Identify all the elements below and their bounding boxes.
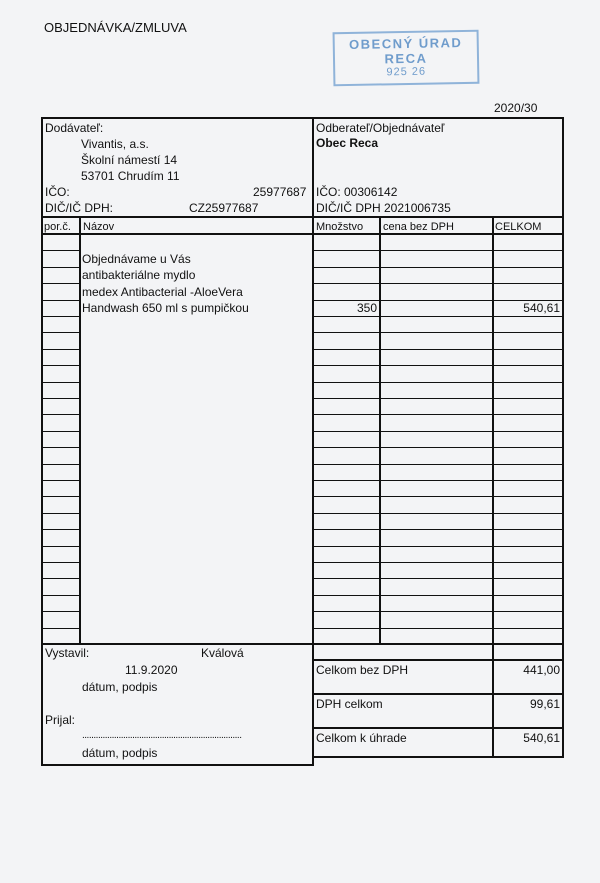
total-net-value: 441,00 bbox=[523, 663, 560, 677]
supplier-street: Školní námestí 14 bbox=[81, 153, 178, 167]
row-line-no bbox=[41, 283, 81, 284]
total-due-value: 540,61 bbox=[523, 731, 560, 745]
total-due-label: Celkom k úhrade bbox=[316, 731, 407, 745]
row-line-values bbox=[312, 578, 564, 579]
supplier-city: 53701 Chrudím 11 bbox=[81, 169, 180, 183]
issued-sign-label: dátum, podpis bbox=[82, 680, 158, 694]
stamp-line2: RECA bbox=[384, 50, 428, 67]
row-line-no bbox=[41, 628, 81, 629]
header-left-border bbox=[41, 117, 43, 217]
row-line-values bbox=[312, 611, 564, 612]
row-line-no bbox=[41, 562, 81, 563]
total-vat-label: DPH celkom bbox=[316, 697, 383, 711]
customer-dic: DIČ/IČ DPH 2021006735 bbox=[316, 201, 451, 215]
customer-name: Obec Reca bbox=[316, 136, 379, 150]
row-line-no bbox=[41, 513, 81, 514]
supplier-dic-label: DIČ/IČ DPH: bbox=[45, 201, 114, 215]
row-line-values bbox=[312, 628, 564, 629]
row-line-values bbox=[312, 300, 564, 301]
row-line-values bbox=[312, 513, 564, 514]
totals-row-line-1 bbox=[312, 693, 564, 695]
row-line-values bbox=[312, 267, 564, 268]
row-line-no bbox=[41, 382, 81, 383]
col-header-total: CELKOM bbox=[495, 221, 542, 233]
row-line-values bbox=[312, 562, 564, 563]
row-line-values bbox=[312, 496, 564, 497]
row-line-no bbox=[41, 414, 81, 415]
row-line-no bbox=[41, 578, 81, 579]
row-line-no bbox=[41, 464, 81, 465]
totals-top-border bbox=[312, 659, 564, 661]
row-line-no bbox=[41, 365, 81, 366]
row-line-values bbox=[312, 349, 564, 350]
footer-bottom-border bbox=[41, 764, 314, 766]
row-line-values bbox=[312, 316, 564, 317]
row-line-no bbox=[41, 595, 81, 596]
col-header-underline bbox=[41, 233, 563, 235]
item-line-4: Handwash 650 ml s pumpičkou bbox=[82, 301, 249, 315]
issued-by: Kválová bbox=[201, 646, 244, 660]
row-line-values bbox=[312, 365, 564, 366]
header-mid-divider bbox=[312, 117, 314, 217]
col-header-no: por.č. bbox=[44, 221, 71, 233]
row-line-values bbox=[312, 283, 564, 284]
row-line-values bbox=[312, 332, 564, 333]
row-line-values bbox=[312, 480, 564, 481]
col-header-price: cena bez DPH bbox=[383, 221, 454, 233]
row-line-values bbox=[312, 414, 564, 415]
row-line-no bbox=[41, 332, 81, 333]
customer-ico: IČO: 00306142 bbox=[316, 185, 398, 199]
document-title: OBJEDNÁVKA/ZMLUVA bbox=[44, 20, 187, 35]
row-line-values bbox=[312, 382, 564, 383]
row-line-values bbox=[312, 398, 564, 399]
customer-heading: Odberateľ/Objednávateľ bbox=[316, 121, 445, 135]
header-top-border bbox=[41, 117, 563, 119]
stamp-line3: 925 26 bbox=[386, 65, 427, 79]
received-sign-line: ...................................................................... bbox=[82, 730, 242, 741]
issued-label: Vystavil: bbox=[45, 646, 90, 660]
row-line-no bbox=[41, 300, 81, 301]
item-quantity: 350 bbox=[356, 301, 377, 315]
item-line-1: Objednávame u Vás bbox=[82, 252, 191, 266]
row-line-no bbox=[41, 529, 81, 530]
received-sign-label: dátum, podpis bbox=[82, 746, 158, 760]
table-right-border bbox=[562, 217, 564, 757]
issued-date: 11.9.2020 bbox=[125, 663, 178, 677]
row-line-values bbox=[312, 447, 564, 448]
col-header-name: Názov bbox=[83, 221, 115, 233]
item-line-2: antibakteriálne mydlo bbox=[82, 268, 196, 282]
totals-bottom-border bbox=[312, 756, 564, 758]
col-header-qty: Množstvo bbox=[316, 221, 364, 233]
items-bottom-border bbox=[41, 643, 564, 645]
row-line-values bbox=[312, 546, 564, 547]
row-line-values bbox=[312, 529, 564, 530]
order-number: 2020/30 bbox=[494, 101, 538, 115]
row-line-no bbox=[41, 267, 81, 268]
row-line-no bbox=[41, 250, 81, 251]
row-line-no bbox=[41, 480, 81, 481]
supplier-heading: Dodávateľ: bbox=[45, 121, 104, 135]
row-line-no bbox=[41, 546, 81, 547]
row-line-no bbox=[41, 316, 81, 317]
row-line-no bbox=[41, 611, 81, 612]
row-line-values bbox=[312, 595, 564, 596]
total-net-label: Celkom bez DPH bbox=[316, 663, 409, 677]
supplier-ico-label: IČO: bbox=[45, 185, 70, 199]
row-line-values bbox=[312, 250, 564, 251]
row-line-no bbox=[41, 496, 81, 497]
row-line-no bbox=[41, 398, 81, 399]
header-bottom-border bbox=[41, 216, 563, 218]
totals-row-line-2 bbox=[312, 727, 564, 729]
col-divider-price bbox=[492, 217, 494, 757]
row-line-no bbox=[41, 349, 81, 350]
supplier-name: Vivantis, a.s. bbox=[81, 137, 149, 151]
row-line-no bbox=[41, 447, 81, 448]
row-line-no bbox=[41, 431, 81, 432]
row-line-values bbox=[312, 464, 564, 465]
supplier-ico: 25977687 bbox=[253, 185, 307, 199]
item-line-3: medex Antibacterial -AloeVera bbox=[82, 285, 243, 299]
stamp-line1: OBECNÝ ÚRAD bbox=[348, 35, 463, 52]
row-line-values bbox=[312, 431, 564, 432]
item-total: 540,61 bbox=[523, 301, 560, 315]
received-label: Prijal: bbox=[45, 713, 76, 727]
supplier-dic: CZ25977687 bbox=[189, 201, 259, 215]
office-stamp bbox=[333, 30, 480, 87]
total-vat-value: 99,61 bbox=[529, 697, 560, 711]
